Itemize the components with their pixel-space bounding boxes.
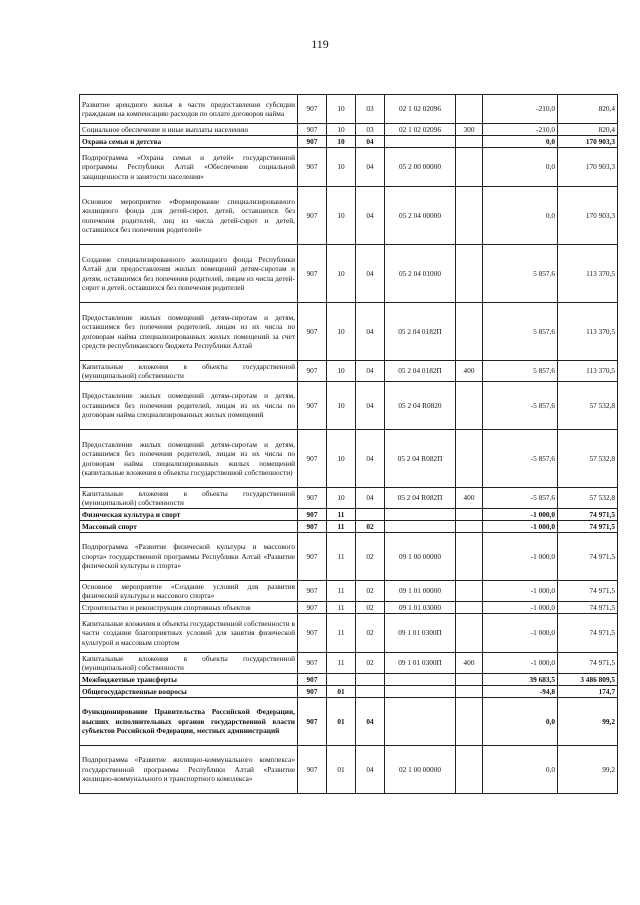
- expense-type-code: [456, 148, 483, 187]
- target-article-code: [385, 136, 456, 148]
- target-article-code: [385, 521, 456, 533]
- amount-total: 74 971,5: [558, 653, 618, 674]
- subsection-code: 02: [356, 653, 385, 674]
- expense-type-code: [456, 521, 483, 533]
- target-article-code: 05 2 04 R082П: [385, 430, 456, 488]
- amount-change: -1 000,0: [483, 602, 558, 614]
- ministry-code: 907: [298, 361, 327, 382]
- expense-type-code: [456, 95, 483, 124]
- subsection-code: 04: [356, 361, 385, 382]
- table-row: [80, 746, 618, 794]
- row-name: Подпрограмма «Развитие физической культуры и массового спорта» государственной программы Республики Алтай «Развитие физической культуры и спорта»: [80, 533, 298, 581]
- table-row: [80, 136, 618, 148]
- ministry-code: 907: [298, 698, 327, 746]
- ministry-code: 907: [298, 533, 327, 581]
- section-code: 10: [327, 430, 356, 488]
- table-row: [80, 602, 618, 614]
- expense-type-code: [456, 698, 483, 746]
- amount-change: -1 000,0: [483, 614, 558, 653]
- amount-change: 0,0: [483, 148, 558, 187]
- expense-type-code: 400: [456, 361, 483, 382]
- amount-total: 99,2: [558, 698, 618, 746]
- expense-type-code: [456, 602, 483, 614]
- subsection-code: 04: [356, 746, 385, 794]
- subsection-code: [356, 674, 385, 686]
- amount-change: 5 857,6: [483, 361, 558, 382]
- section-code: 10: [327, 148, 356, 187]
- section-code: 11: [327, 533, 356, 581]
- row-name: Предоставление жилых помещений детям-сиротам и детям, оставшимся без попечения родителей, лицам из их числа по договорам найма специализированных жилых помещений за счет средств республиканского бюджета Республики Алтай: [80, 303, 298, 361]
- expense-type-code: 400: [456, 653, 483, 674]
- table-row: [80, 382, 618, 430]
- row-name: Основное мероприятие «Формирование специализированного жилищного фонда для детей-сирот, детей, оставшихся без попечения родителей, лиц из числа детей-сирот и детей, оставшихся без попечения родителей»: [80, 187, 298, 245]
- subsection-code: 02: [356, 533, 385, 581]
- ministry-code: 907: [298, 614, 327, 653]
- target-article-code: [385, 686, 456, 698]
- expense-type-code: [456, 581, 483, 602]
- target-article-code: [385, 674, 456, 686]
- subsection-code: 04: [356, 136, 385, 148]
- target-article-code: 05 2 04 R0820: [385, 382, 456, 430]
- subsection-code: 03: [356, 95, 385, 124]
- budget-table: [79, 94, 618, 794]
- section-code: 11: [327, 614, 356, 653]
- expense-type-code: [456, 382, 483, 430]
- subsection-code: 02: [356, 521, 385, 533]
- target-article-code: 09 1 01 03000: [385, 602, 456, 614]
- section-code: 11: [327, 521, 356, 533]
- row-name: Общегосударственные вопросы: [80, 686, 298, 698]
- amount-change: -1 000,0: [483, 521, 558, 533]
- table-row: [80, 521, 618, 533]
- amount-change: 0,0: [483, 136, 558, 148]
- ministry-code: 907: [298, 509, 327, 521]
- amount-total: 57 532,8: [558, 430, 618, 488]
- section-code: 11: [327, 509, 356, 521]
- target-article-code: 05 2 04 00000: [385, 187, 456, 245]
- row-name: Строительство и реконструкция спортивных объектов: [80, 602, 298, 614]
- target-article-code: 09 1 00 00000: [385, 533, 456, 581]
- amount-change: 0,0: [483, 698, 558, 746]
- subsection-code: 02: [356, 581, 385, 602]
- amount-total: 99,2: [558, 746, 618, 794]
- table-row: [80, 303, 618, 361]
- target-article-code: 05 2 04 0182П: [385, 361, 456, 382]
- amount-total: 820,4: [558, 95, 618, 124]
- row-name: Капитальные вложения в объекты государственной (муниципальной) собственности: [80, 488, 298, 509]
- target-article-code: 02 1 00 00000: [385, 746, 456, 794]
- subsection-code: [356, 686, 385, 698]
- amount-total: 3 486 809,5: [558, 674, 618, 686]
- table-row: [80, 698, 618, 746]
- amount-total: 74 971,5: [558, 533, 618, 581]
- section-code: 10: [327, 124, 356, 136]
- amount-total: 170 903,3: [558, 148, 618, 187]
- table-row: [80, 245, 618, 303]
- amount-change: 0,0: [483, 187, 558, 245]
- subsection-code: 04: [356, 187, 385, 245]
- row-name: Капитальные вложения в объекты государственной собственности в части создания благоприятных условий для занятия физической культурой и массовым спортом: [80, 614, 298, 653]
- ministry-code: 907: [298, 746, 327, 794]
- row-name: Массовый спорт: [80, 521, 298, 533]
- subsection-code: 04: [356, 698, 385, 746]
- subsection-code: 02: [356, 602, 385, 614]
- expense-type-code: [456, 614, 483, 653]
- amount-total: 74 971,5: [558, 521, 618, 533]
- section-code: 01: [327, 746, 356, 794]
- table-row: [80, 674, 618, 686]
- row-name: Межбюджетные трансферты: [80, 674, 298, 686]
- amount-total: 174,7: [558, 686, 618, 698]
- target-article-code: 09 1 01 0300П: [385, 614, 456, 653]
- ministry-code: 907: [298, 488, 327, 509]
- subsection-code: 03: [356, 124, 385, 136]
- amount-total: 74 971,5: [558, 602, 618, 614]
- row-name: Создание специализированного жилищного фонда Республики Алтай для предоставления жилых помещений детям-сиротам и детям, оставшимся без попечения родителей, лицам из числа детей-сирот и детей, оставшихся без попечения родителей: [80, 245, 298, 303]
- amount-total: 113 370,5: [558, 303, 618, 361]
- amount-change: -5 857,6: [483, 488, 558, 509]
- ministry-code: 907: [298, 303, 327, 361]
- row-name: Капитальные вложения в объекты государственной (муниципальной) собственности: [80, 653, 298, 674]
- expense-type-code: 300: [456, 124, 483, 136]
- expense-type-code: [456, 686, 483, 698]
- table-row: [80, 614, 618, 653]
- ministry-code: 907: [298, 382, 327, 430]
- amount-change: 5 857,6: [483, 303, 558, 361]
- expense-type-code: [456, 187, 483, 245]
- subsection-code: 04: [356, 430, 385, 488]
- amount-total: 74 971,5: [558, 614, 618, 653]
- ministry-code: 907: [298, 148, 327, 187]
- expense-type-code: [456, 746, 483, 794]
- amount-change: -5 857,6: [483, 382, 558, 430]
- ministry-code: 907: [298, 187, 327, 245]
- expense-type-code: [456, 303, 483, 361]
- ministry-code: 907: [298, 521, 327, 533]
- section-code: 01: [327, 698, 356, 746]
- target-article-code: [385, 698, 456, 746]
- table-row: [80, 124, 618, 136]
- amount-change: 0,0: [483, 746, 558, 794]
- row-name: Охрана семьи и детства: [80, 136, 298, 148]
- amount-total: 57 532,8: [558, 382, 618, 430]
- target-article-code: 09 1 01 00000: [385, 581, 456, 602]
- section-code: [327, 674, 356, 686]
- target-article-code: 05 2 04 01000: [385, 245, 456, 303]
- target-article-code: [385, 509, 456, 521]
- ministry-code: 907: [298, 136, 327, 148]
- table-row: [80, 581, 618, 602]
- subsection-code: [356, 509, 385, 521]
- expense-type-code: [456, 533, 483, 581]
- section-code: 10: [327, 488, 356, 509]
- section-code: 10: [327, 361, 356, 382]
- table-row: [80, 653, 618, 674]
- section-code: 01: [327, 686, 356, 698]
- section-code: 10: [327, 382, 356, 430]
- table-row: [80, 187, 618, 245]
- amount-change: -1 000,0: [483, 509, 558, 521]
- ministry-code: 907: [298, 95, 327, 124]
- ministry-code: 907: [298, 581, 327, 602]
- row-name: Подпрограмма «Развитие жилищно-коммунального комплекса» государственной программы Республики Алтай «Развитие жилищно-коммунального и транспортного комплекса»: [80, 746, 298, 794]
- subsection-code: 04: [356, 303, 385, 361]
- amount-change: 5 857,6: [483, 245, 558, 303]
- amount-total: 170 903,3: [558, 136, 618, 148]
- amount-change: -1 000,0: [483, 653, 558, 674]
- amount-change: 39 683,5: [483, 674, 558, 686]
- page-number: 119: [311, 37, 329, 51]
- section-code: 10: [327, 187, 356, 245]
- section-code: 10: [327, 245, 356, 303]
- amount-change: -1 000,0: [483, 581, 558, 602]
- amount-change: -1 000,0: [483, 533, 558, 581]
- table-row: [80, 361, 618, 382]
- section-code: 11: [327, 653, 356, 674]
- expense-type-code: [456, 136, 483, 148]
- ministry-code: 907: [298, 653, 327, 674]
- row-name: Социальное обеспечение и иные выплаты населению: [80, 124, 298, 136]
- amount-total: 113 370,5: [558, 245, 618, 303]
- amount-change: -94,8: [483, 686, 558, 698]
- expense-type-code: 400: [456, 488, 483, 509]
- target-article-code: 05 2 04 0182П: [385, 303, 456, 361]
- table-row: [80, 488, 618, 509]
- ministry-code: 907: [298, 686, 327, 698]
- amount-change: -210,0: [483, 124, 558, 136]
- amount-total: 113 370,5: [558, 361, 618, 382]
- target-article-code: 05 2 00 00000: [385, 148, 456, 187]
- amount-total: 820,4: [558, 124, 618, 136]
- row-name: Физическая культура и спорт: [80, 509, 298, 521]
- row-name: Предоставление жилых помещений детям-сиротам и детям, оставшимся без попечения родителей, лицам из их числа по договорам найма специализированных жилых помещений: [80, 382, 298, 430]
- expense-type-code: [456, 430, 483, 488]
- section-code: 11: [327, 602, 356, 614]
- ministry-code: 907: [298, 602, 327, 614]
- table-row: [80, 148, 618, 187]
- table-row: [80, 686, 618, 698]
- amount-total: 57 532,8: [558, 488, 618, 509]
- amount-change: -5 857,6: [483, 430, 558, 488]
- section-code: 11: [327, 581, 356, 602]
- subsection-code: 04: [356, 382, 385, 430]
- row-name: Капитальные вложения в объекты государственной (муниципальной) собственности: [80, 361, 298, 382]
- subsection-code: 04: [356, 488, 385, 509]
- amount-total: 74 971,5: [558, 581, 618, 602]
- expense-type-code: [456, 509, 483, 521]
- ministry-code: 907: [298, 430, 327, 488]
- target-article-code: 05 2 04 R082П: [385, 488, 456, 509]
- ministry-code: 907: [298, 245, 327, 303]
- subsection-code: 02: [356, 614, 385, 653]
- expense-type-code: [456, 674, 483, 686]
- table-row: [80, 95, 618, 124]
- section-code: 10: [327, 136, 356, 148]
- row-name: Основное мероприятие «Создание условий для развития физической культуры и массового спорта»: [80, 581, 298, 602]
- target-article-code: 09 1 01 0300П: [385, 653, 456, 674]
- amount-total: 170 903,3: [558, 187, 618, 245]
- subsection-code: 04: [356, 148, 385, 187]
- amount-total: 74 971,5: [558, 509, 618, 521]
- row-name: Подпрограмма «Охрана семьи и детей» государственной программы Республики Алтай «Обеспечение социальной защищенности и занятости населения»: [80, 148, 298, 187]
- ministry-code: 907: [298, 124, 327, 136]
- target-article-code: 02 1 02 02096: [385, 95, 456, 124]
- row-name: Функционирование Правительства Российской Федерации, высших исполнительных органов государственной власти субъектов Российской Федерации, местных администраций: [80, 698, 298, 746]
- table-row: [80, 509, 618, 521]
- row-name: Предоставление жилых помещений детям-сиротам и детям, оставшимся без попечения родителей, лицам из их числа по договорам найма специализированных жилых помещений (капитальные вложения в объекты государственной собственности): [80, 430, 298, 488]
- table-row: [80, 533, 618, 581]
- amount-change: -210,0: [483, 95, 558, 124]
- expense-type-code: [456, 245, 483, 303]
- row-name: Развитие арендного жилья в части предоставления субсидии гражданам на компенсацию расходов по оплате договоров найма: [80, 95, 298, 124]
- ministry-code: 907: [298, 674, 327, 686]
- subsection-code: 04: [356, 245, 385, 303]
- target-article-code: 02 1 02 02096: [385, 124, 456, 136]
- table-row: [80, 430, 618, 488]
- section-code: 10: [327, 95, 356, 124]
- section-code: 10: [327, 303, 356, 361]
